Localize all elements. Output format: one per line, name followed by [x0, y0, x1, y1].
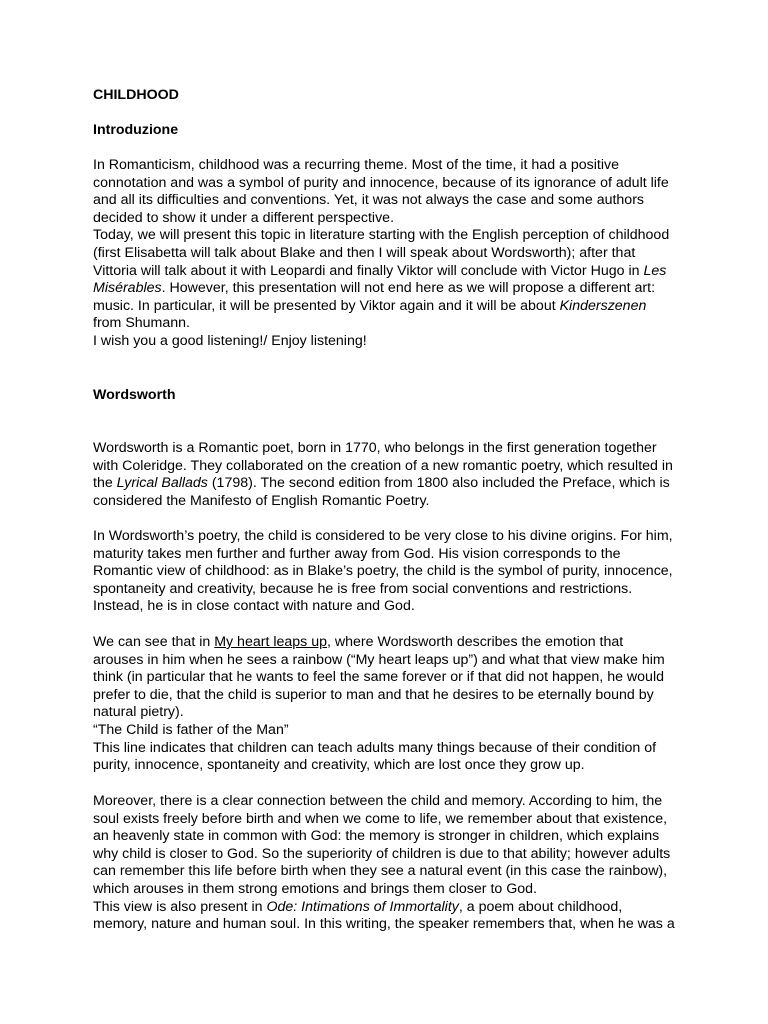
text-line — [93, 298, 683, 316]
italic-title: Misérables — [93, 280, 162, 297]
text-run: the — [93, 475, 117, 492]
text-line — [93, 634, 683, 652]
poem-link[interactable]: My heart leaps up — [214, 634, 327, 650]
text-run: This view is also present in — [93, 898, 267, 915]
text-line — [93, 263, 683, 281]
text-line: Instead, he is in close contact with nature and God. — [93, 598, 415, 615]
text-line: spontaneity and creativity, because he is free from social conventions and restrictions. — [93, 580, 633, 597]
text-run: . However, this presentation will not end here as we will propose a different art: — [161, 280, 656, 297]
text-line: and all its difficulties and conventions. Yet, it was not always the case and some authors — [93, 192, 645, 209]
document-title — [93, 87, 683, 105]
text-line: think (in particular that he wants to feel the same forever or if that did not happen, he would — [93, 669, 664, 686]
text-run: , where Wordsworth describes the emotion that — [326, 634, 624, 650]
text-line: (first Elisabetta will talk about Blake and then I will speak about Wordsworth); after that — [93, 244, 636, 261]
text-line — [93, 475, 683, 493]
text-line: soul exists freely before birth and when we come to life, we remember about that existence, — [93, 810, 668, 827]
text-line: Today, we will present this topic in literature starting with the English perception of childhood — [93, 227, 670, 244]
text-line: In Wordsworth’s poetry, the child is considered to be very close to his divine origins. For him, — [93, 528, 673, 544]
text-line — [93, 899, 683, 917]
text-line: connotation and was a symbol of purity and innocence, because of its ignorance of adult life — [93, 174, 669, 191]
text-run: We can see that in — [93, 634, 215, 650]
text-line: natural pietry). — [93, 704, 184, 721]
text-run: Vittoria will talk about it with Leopardi and finally Viktor will conclude with Victor Hugo in — [93, 262, 644, 279]
quote-line: “The Child is father of the Man” — [93, 721, 289, 738]
paragraph-2 — [93, 528, 683, 616]
italic-title: Kinderszenen — [559, 297, 647, 314]
text-line: can remember this life before birth when they see a natural event (in this case the rainbow), — [93, 863, 668, 880]
text-line: Romantic view of childhood: as in Blake’s poetry, the child is the symbol of purity, innocence, — [93, 563, 673, 580]
paragraph-1 — [93, 440, 683, 510]
italic-title: Les — [643, 262, 667, 279]
text-line: purity, innocence, spontaneity and creativity, which are lost once they grow up. — [93, 757, 585, 774]
text-run: (1798). The second edition from 1800 also included the Preface, which is — [207, 475, 670, 492]
text-line: In Romanticism, childhood was a recurring theme. Most of the time, it had a positive — [93, 157, 619, 173]
text-line: which arouses in them strong emotions and brings them closer to God. — [93, 880, 537, 897]
text-line: prefer to die, that the child is superior to man and that he desires to be eternally bound by — [93, 686, 654, 703]
intro-paragraph — [93, 157, 683, 351]
intro-heading — [93, 122, 683, 140]
paragraph-4 — [93, 793, 683, 934]
text-line: This line indicates that children can teach adults many things because of their condition of — [93, 739, 657, 756]
text-line — [93, 280, 683, 298]
italic-title: Ode: Intimations of Immortality — [266, 898, 459, 915]
text-line: I wish you a good listening!/ Enjoy listening! — [93, 332, 367, 349]
paragraph-3 — [93, 634, 683, 775]
text-line: Wordsworth is a Romantic poet, born in 1770, who belongs in the first generation together — [93, 440, 657, 456]
intro-heading-text: Introduzione — [93, 122, 179, 138]
wordsworth-heading — [93, 387, 683, 405]
text-line: memory, nature and human soul. In this writing, the speaker remembers that, when he was a — [93, 916, 675, 933]
text-line: considered the Manifesto of English Romantic Poetry. — [93, 492, 430, 509]
text-line: why child is closer to God. So the superiority of children is due to that ability; however adults — [93, 845, 671, 862]
text-line: arouses in him when he sees a rainbow (“My heart leaps up”) and what that view make him — [93, 651, 665, 668]
text-line: with Coleridge. They collaborated on the creation of a new romantic poetry, which resulted in — [93, 457, 673, 474]
text-line: an heavenly state in common with God: the memory is stronger in children, which explains — [93, 828, 660, 845]
italic-title: Lyrical Ballads — [116, 475, 208, 492]
text-line: decided to show it under a different perspective. — [93, 209, 395, 226]
text-line: Moreover, there is a clear connection between the child and memory. According to him, the — [93, 793, 663, 809]
wordsworth-heading-text: Wordsworth — [93, 387, 176, 403]
text-line: from Shumann. — [93, 315, 190, 332]
text-line: maturity takes men further and further away from God. His vision corresponds to the — [93, 545, 621, 562]
text-run: music. In particular, it will be presented by Viktor again and it will be about — [93, 297, 560, 314]
title-text: CHILDHOOD — [93, 87, 179, 103]
text-run: , a poem about childhood, — [458, 898, 623, 915]
